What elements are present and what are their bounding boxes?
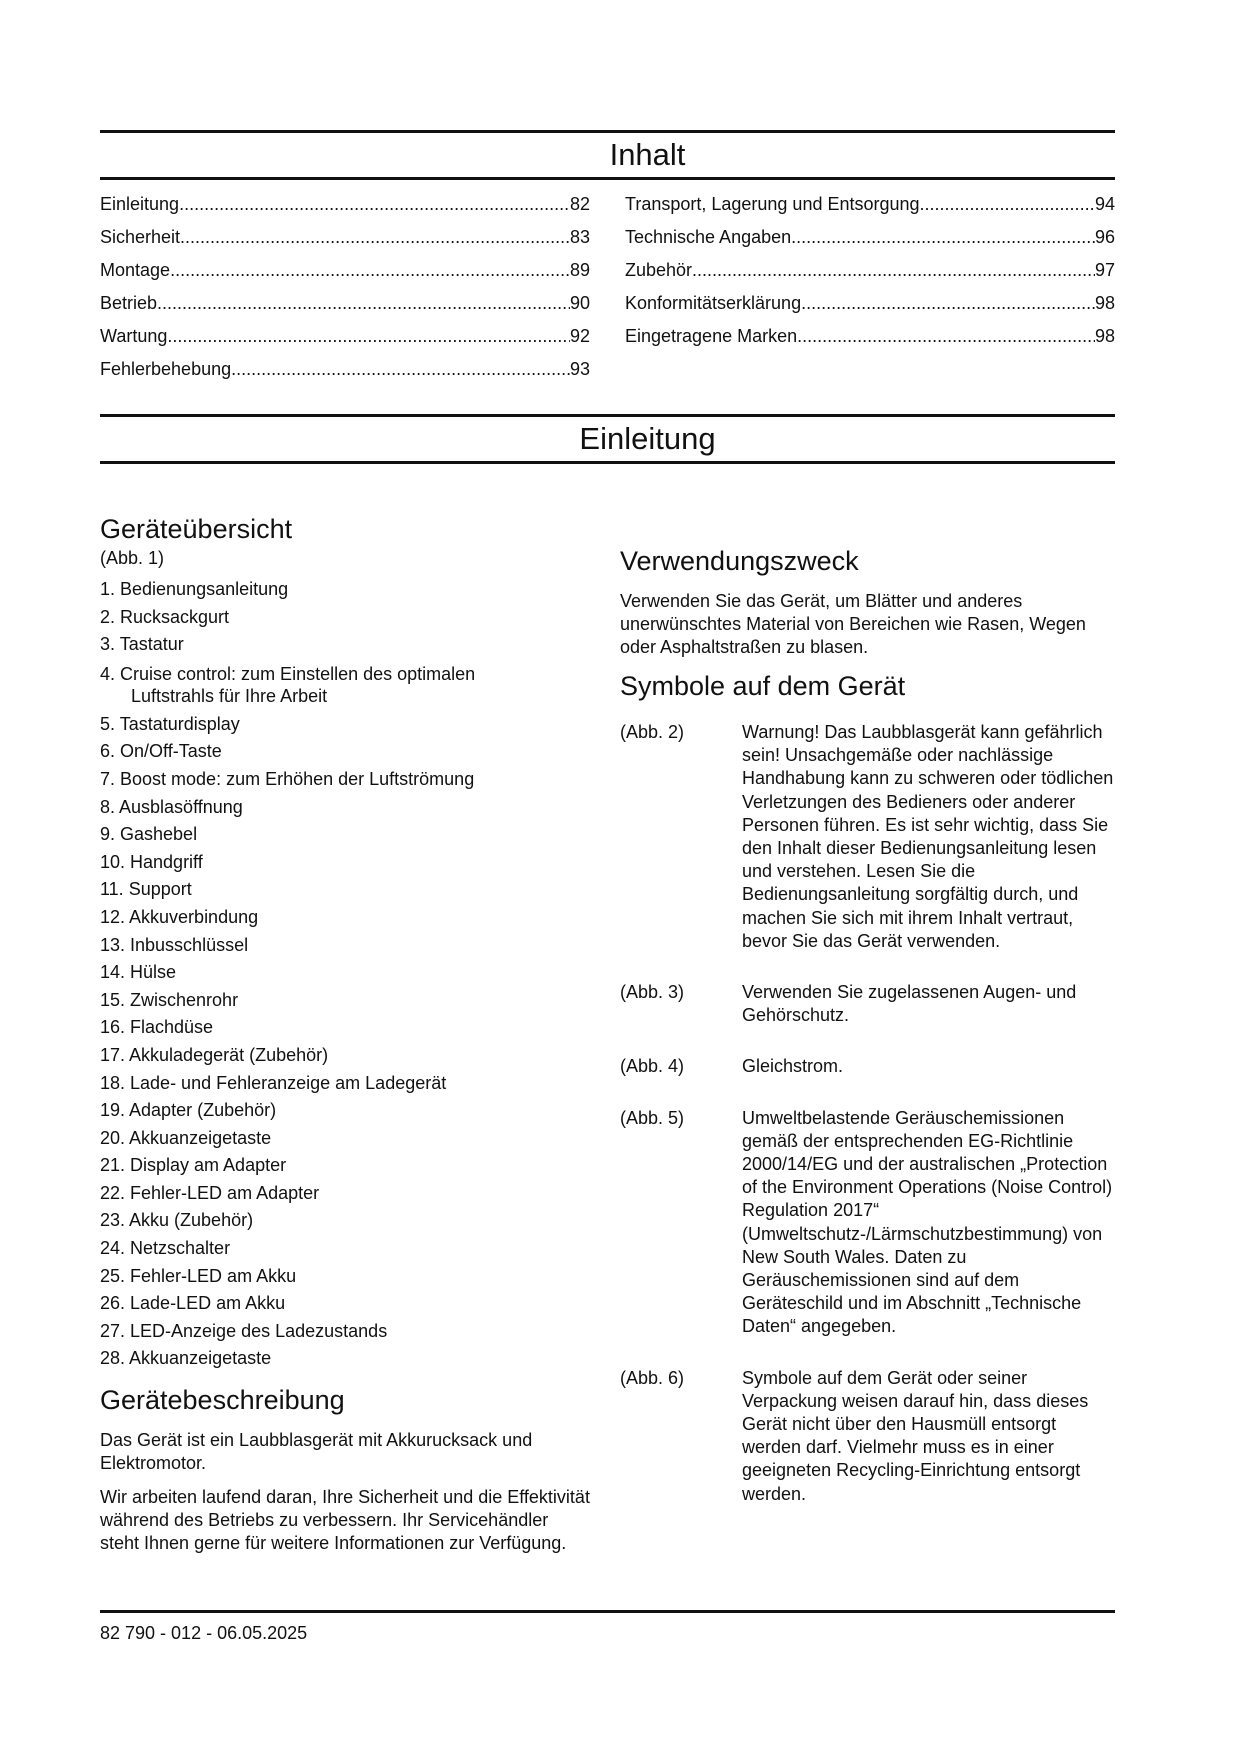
toc-entry-page: 93: [569, 359, 590, 379]
table-of-contents: [100, 188, 1115, 386]
toc-entry[interactable]: [100, 320, 590, 353]
list-item: 5. Tastaturdisplay: [100, 713, 240, 734]
toc-entry-page: 96: [1094, 227, 1115, 247]
list-item: 14. Hülse: [100, 962, 177, 983]
toc-entry-label: Konformitätserklärung: [625, 293, 802, 313]
symbol-entry: [620, 1055, 1115, 1078]
list-item: 27. LED-Anzeige des Ladezustands: [100, 1320, 388, 1341]
toc-entry-page: 98: [1094, 326, 1115, 346]
symbol-figure-ref: (Abb. 6): [620, 1367, 685, 1388]
list-item: 1. Bedienungsanleitung: [100, 579, 289, 599]
symbol-entry: [620, 1367, 1115, 1506]
toc-leader-dots: [801, 287, 1095, 320]
overview-heading: Geräteübersicht: [100, 514, 293, 544]
symbol-figure-ref: (Abb. 4): [620, 1056, 685, 1077]
list-item: 9. Gashebel: [100, 824, 198, 845]
toc-entry-label: Fehlerbehebung: [100, 359, 232, 379]
toc-entry[interactable]: [100, 254, 590, 287]
symbol-description: Warnung! Das Laubblasgerät kann gefährlich sein! Unsachgemäße oder nachlässige Handhabung kann zu schweren oder tödlichen Verletzungen des Bedieners oder anderer Personen führen. Es ist sehr wichtig, dass Sie den Inhalt dieser Bedienungsanleitung lesen und verstehen. Lesen Sie die Bedienungsanleitung sorgfältig durch, und machen Sie sich mit ihrem Inhalt vertraut, bevor Sie das Gerät verwenden.: [742, 722, 1114, 951]
toc-leader-dots: [692, 254, 1095, 287]
symbols-heading: Symbole auf dem Gerät: [620, 671, 906, 701]
toc-entry[interactable]: [625, 287, 1115, 320]
toc-entry-label: Betrieb: [100, 293, 158, 313]
symbol-entry: [620, 981, 1115, 1027]
intended-use-text: Verwenden Sie das Gerät, um Blätter und anderes unerwünschtes Material von Bereichen wie Rasen, Wegen oder Asphaltstraßen zu blasen.: [620, 591, 1086, 657]
list-item: 19. Adapter (Zubehör): [100, 1100, 277, 1121]
toc-entry-page: 90: [569, 293, 590, 313]
parts-list: [100, 576, 590, 1373]
toc-entry-page: 92: [569, 326, 590, 346]
toc-entry-label: Technische Angaben: [625, 227, 792, 247]
toc-title-rule: [100, 177, 1115, 180]
toc-entry-label: Montage: [100, 260, 171, 280]
description-heading: Gerätebeschreibung: [100, 1385, 345, 1416]
toc-left-column: [100, 188, 590, 386]
toc-entry-page: 89: [569, 260, 590, 280]
list-item: 13. Inbusschlüssel: [100, 934, 249, 955]
content-columns: [100, 512, 1115, 1566]
symbol-description: Verwenden Sie zugelassenen Augen- und Gehörschutz.: [742, 982, 1077, 1026]
list-item: 20. Akkuanzeigetaste: [100, 1127, 272, 1148]
list-item: [100, 663, 590, 707]
overview-figure-ref: (Abb. 1): [100, 548, 165, 568]
toc-entry[interactable]: [100, 221, 590, 254]
list-item: 26. Lade-LED am Akku: [100, 1293, 286, 1314]
list-item-continuation: Luftstrahls für Ihre Arbeit: [131, 685, 328, 706]
toc-entry-page: 98: [1094, 293, 1115, 313]
list-item: 2. Rucksackgurt: [100, 606, 230, 627]
list-item: 3. Tastatur: [100, 634, 184, 655]
description-paragraph-2: Wir arbeiten laufend daran, Ihre Sicherheit und die Effektivität während des Betriebs zu verbessern. Ihr Servicehändler steht Ihnen gerne für weitere Informationen zur Verfügung.: [100, 1487, 590, 1554]
toc-right-column: [625, 188, 1115, 386]
list-item: 28. Akkuanzeigetaste: [100, 1348, 272, 1369]
toc-leader-dots: [791, 221, 1095, 254]
intended-use-heading: Verwendungszweck: [620, 546, 859, 576]
toc-entry[interactable]: [100, 287, 590, 320]
toc-entry-label: Sicherheit: [100, 227, 181, 247]
page-footer: [100, 1610, 1115, 1645]
list-item: 24. Netzschalter: [100, 1238, 231, 1259]
section-header: [100, 414, 1115, 464]
list-item: 16. Flachdüse: [100, 1017, 214, 1038]
list-item: 7. Boost mode: zum Erhöhen der Luftströmung: [100, 768, 475, 789]
list-item: 10. Handgriff: [100, 851, 203, 872]
right-column: [620, 512, 1115, 1566]
list-item: 18. Lade- und Fehleranzeige am Ladegerät: [100, 1072, 447, 1093]
toc-entry-page: 97: [1094, 260, 1115, 280]
list-item: 17. Akkuladegerät (Zubehör): [100, 1044, 329, 1065]
list-item: 21. Display am Adapter: [100, 1155, 287, 1176]
toc-leader-dots: [180, 221, 570, 254]
toc-entry-label: Zubehör: [625, 260, 693, 280]
list-item: 6. On/Off-Taste: [100, 741, 222, 762]
toc-entry-page: 83: [569, 227, 590, 247]
toc-entry[interactable]: [625, 221, 1115, 254]
symbol-figure-ref: (Abb. 3): [620, 982, 685, 1003]
symbol-entry: [620, 1107, 1115, 1339]
toc-title: Inhalt: [609, 137, 686, 172]
symbol-description: Gleichstrom.: [742, 1056, 844, 1077]
list-item-text: 4. Cruise control: zum Einstellen des optimalen: [100, 663, 476, 684]
left-column: [100, 512, 590, 1566]
list-item: 15. Zwischenrohr: [100, 989, 239, 1010]
toc-leader-dots: [157, 287, 570, 320]
list-item: 11. Support: [100, 879, 192, 900]
list-item: 25. Fehler-LED am Akku: [100, 1265, 297, 1286]
toc-entry[interactable]: [100, 353, 590, 386]
toc-entry-label: Eingetragene Marken: [625, 326, 798, 346]
document-number-date: 82 790 - 012 - 06.05.2025: [100, 1623, 308, 1643]
toc-entry-label: Einleitung: [100, 194, 180, 214]
toc-entry[interactable]: [100, 188, 590, 221]
footer-rule: [100, 1610, 1115, 1613]
symbol-description: Symbole auf dem Gerät oder seiner Verpackung weisen darauf hin, dass dieses Gerät nicht über den Hausmüll entsorgt werden darf. Vielmehr muss es in einer geeigneten Recycling-Einrichtung entsorgt werden.: [742, 1367, 1089, 1504]
toc-leader-dots: [170, 254, 570, 287]
list-item: 8. Ausblasöffnung: [100, 796, 243, 817]
section-title: Einleitung: [579, 421, 716, 456]
toc-entry[interactable]: [625, 320, 1115, 353]
symbol-figure-ref: (Abb. 5): [620, 1107, 685, 1128]
list-item: 23. Akku (Zubehör): [100, 1210, 254, 1231]
symbol-figure-ref: (Abb. 2): [620, 722, 685, 742]
symbol-description: Umweltbelastende Geräuschemissionen gemäß der entsprechenden EG-Richtlinie 2000/14/EG und der australischen „Protection of the Environment Operations (Noise Control) Regulation 2017“ (Umweltschutz-/Lärmschutzbestimmung) von New South Wales. Daten zu Geräuschemissionen sind auf dem Geräteschild und im Abschnitt „Technische Daten“ angegeben.: [742, 1107, 1113, 1337]
toc-leader-dots: [231, 353, 570, 386]
toc-entry-page: 94: [1094, 194, 1115, 214]
toc-leader-dots: [167, 320, 570, 353]
toc-entry-label: Wartung: [100, 326, 168, 346]
manual-page: [100, 130, 1115, 1566]
symbol-entry: [620, 721, 1115, 953]
list-item: 22. Fehler-LED am Adapter: [100, 1182, 320, 1203]
toc-entry[interactable]: [625, 188, 1115, 221]
section-bottom-rule: [100, 461, 1115, 464]
toc-entry-label: Transport, Lagerung und Entsorgung: [625, 194, 920, 214]
toc-leader-dots: [179, 188, 570, 221]
toc-entry[interactable]: [625, 254, 1115, 287]
toc-entry-page: 82: [569, 194, 590, 214]
toc-leader-dots: [920, 188, 1095, 221]
toc-leader-dots: [797, 320, 1095, 353]
description-paragraph-1: Das Gerät ist ein Laubblasgerät mit Akkurucksack und Elektromotor.: [100, 1430, 533, 1474]
list-item: 12. Akkuverbindung: [100, 906, 259, 927]
